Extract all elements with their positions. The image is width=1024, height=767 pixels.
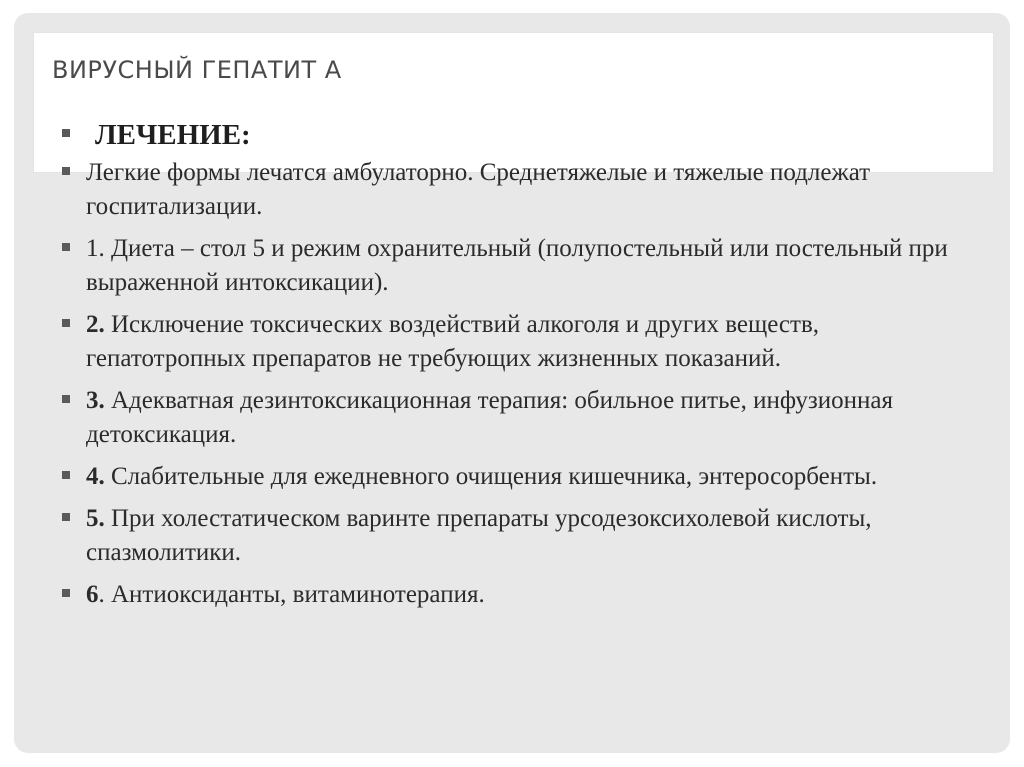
square-bullet-icon (62, 243, 70, 251)
square-bullet-icon (62, 513, 70, 521)
item-text: 1. Диета – стол 5 и режим охранительный (полупостельный или постельный при выраженной интоксикации). (86, 235, 948, 296)
square-bullet-icon (62, 129, 70, 137)
item-number: 3. (86, 387, 105, 414)
item-number: 5. (86, 505, 105, 532)
item-text: При холестатическом варинте препараты урсодезоксихолевой кислоты, спазмолитики. (86, 505, 872, 566)
square-bullet-icon (62, 471, 70, 479)
square-bullet-icon (62, 319, 70, 327)
list-item (62, 502, 962, 570)
item-text: Адекватная дезинтоксикационная терапия: обильное питье, инфузионная детоксикация. (86, 387, 894, 448)
slide-title: ВИРУСНЫЙ ГЕПАТИТ А (52, 56, 342, 84)
item-number: 6 (86, 581, 99, 608)
square-bullet-icon (62, 167, 70, 175)
list-item (62, 578, 962, 612)
list-item (62, 384, 962, 452)
square-bullet-icon (62, 589, 70, 597)
item-text: . Антиоксиданты, витаминотерапия. (98, 581, 485, 608)
list-heading (62, 116, 962, 154)
list-item (62, 308, 962, 376)
heading-text: ЛЕЧЕНИЕ: (95, 119, 251, 151)
list-item (62, 460, 962, 494)
item-text: Легкие формы лечатся амбулаторно. Среднетяжелые и тяжелые подлежат госпитализации. (86, 159, 871, 220)
item-text: Исключение токсических воздействий алкоголя и других веществ, гепатотропных препаратов не требующих жизненных показаний. (86, 311, 820, 372)
item-number: 4. (86, 463, 105, 490)
square-bullet-icon (62, 395, 70, 403)
item-text: Слабительные для ежедневного очищения кишечника, энтеросорбенты. (104, 463, 878, 490)
content-list (62, 116, 962, 620)
item-number: 2. (86, 311, 105, 338)
list-item (62, 232, 962, 300)
list-item (62, 156, 962, 224)
